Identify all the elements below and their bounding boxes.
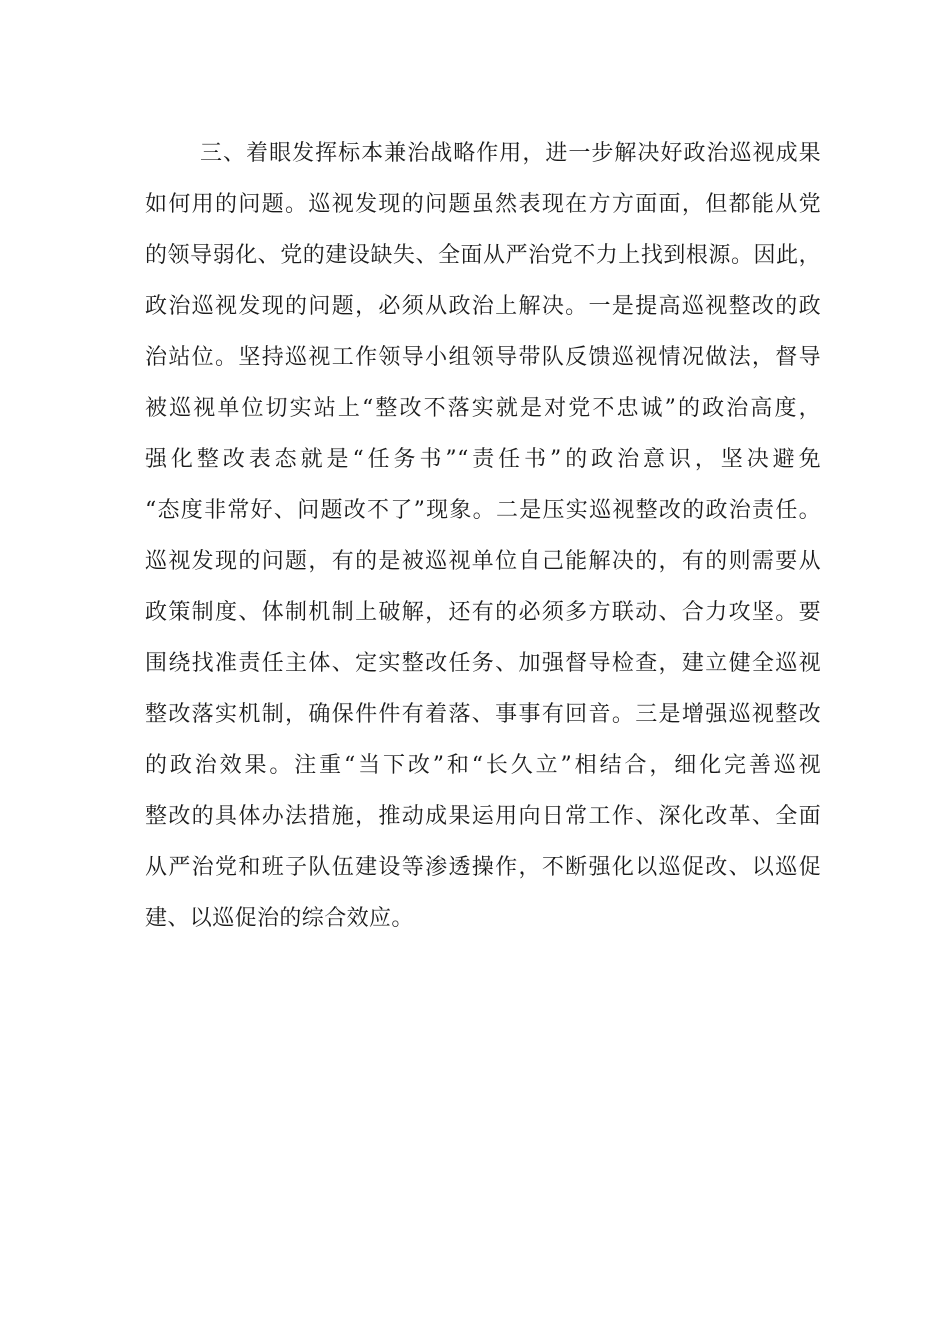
paragraph-line-6: 被巡视单位切实站上“整改不落实就是对党不忠诚”的政治高度， [145,396,821,421]
paragraph-line-14: 整改的具体办法措施，推动成果运用向日常工作、深化改革、全面 [145,804,821,829]
paragraph-line-11: 围绕找准责任主体、定实整改任务、加强督导检查，建立健全巡视 [145,651,821,676]
paragraph-line-3: 的领导弱化、党的建设缺失、全面从严治党不力上找到根源。因此， [145,243,821,268]
paragraph-line-2: 如何用的问题。巡视发现的问题虽然表现在方方面面，但都能从党 [145,192,821,217]
paragraph-line-4: 政治巡视发现的问题，必须从政治上解决。一是提高巡视整改的政 [145,294,821,319]
paragraph-line-5: 治站位。坚持巡视工作领导小组领导带队反馈巡视情况做法，督导 [145,345,821,370]
paragraph-line-12: 整改落实机制，确保件件有着落、事事有回音。三是增强巡视整改 [145,702,821,727]
paragraph-line-8: “态度非常好、问题改不了”现象。二是压实巡视整改的政治责任。 [145,498,821,523]
paragraph-body [145,128,821,944]
paragraph-line-13: 的政治效果。注重“当下改”和“长久立”相结合，细化完善巡视 [145,753,821,778]
paragraph-line-1: 三、着眼发挥标本兼治战略作用，进一步解决好政治巡视成果 [200,141,821,166]
paragraph-line-15: 从严治党和班子队伍建设等渗透操作，不断强化以巡促改、以巡促 [145,855,821,880]
paragraph-line-10: 政策制度、体制机制上破解，还有的必须多方联动、合力攻坚。要 [145,600,821,625]
paragraph-line-7: 强化整改表态就是“任务书”“责任书”的政治意识，坚决避免 [145,447,821,472]
paragraph-line-16: 建、以巡促治的综合效应。 [145,906,414,931]
paragraph-line-9: 巡视发现的问题，有的是被巡视单位自己能解决的，有的则需要从 [145,549,821,574]
